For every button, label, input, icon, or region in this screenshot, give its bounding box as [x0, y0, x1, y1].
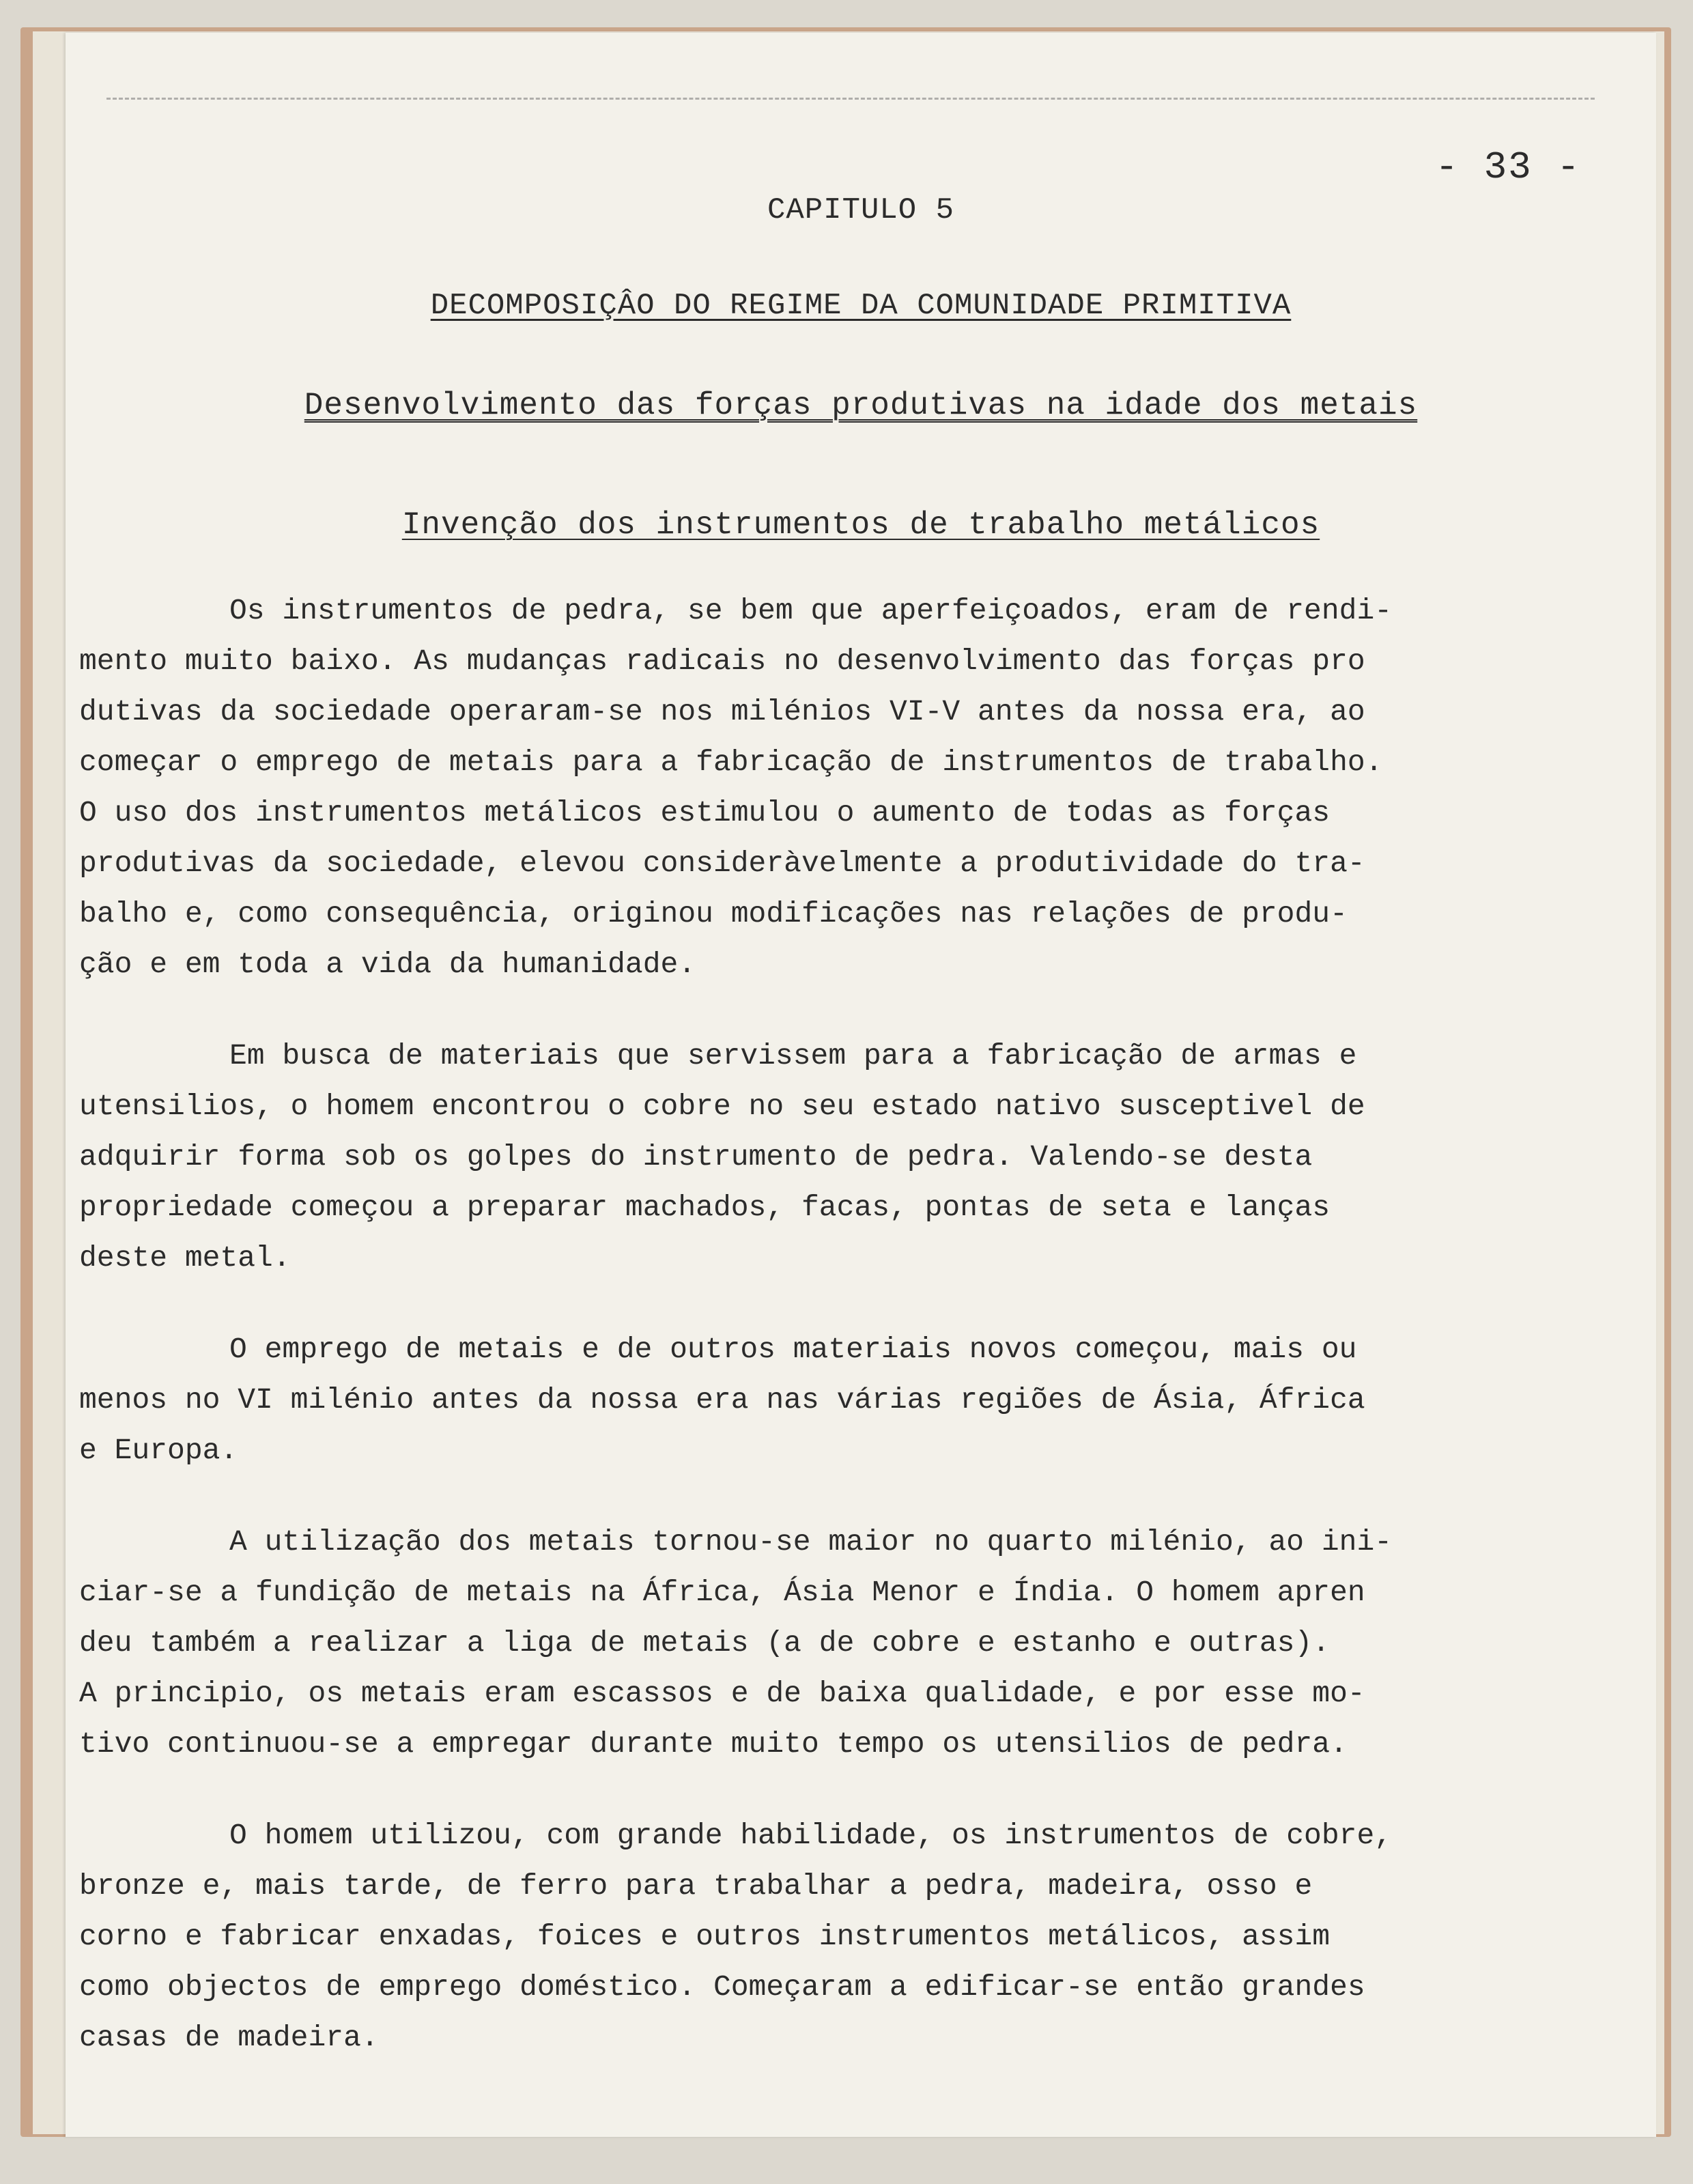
- document-page: [66, 33, 1656, 2137]
- paragraph: [79, 1811, 1608, 2063]
- text-line: O emprego de metais e de outros materiais novos começou, mais ou: [229, 1333, 1357, 1366]
- paragraph: [79, 1324, 1608, 1476]
- text-line: propriedade começou a preparar machados, facas, pontas de seta e lanças: [79, 1191, 1331, 1224]
- text-line: balho e, como consequência, originou modificações nas relações de produ-: [79, 897, 1348, 931]
- top-dashed-rule: [106, 98, 1595, 100]
- text-line: ção e em toda a vida da humanidade.: [79, 948, 696, 981]
- text-line: tivo continuou-se a empregar durante muito tempo os utensilios de pedra.: [79, 1727, 1348, 1761]
- text-line: deu também a realizar a liga de metais (a de cobre e estanho e outras).: [79, 1626, 1331, 1660]
- text-line: Em busca de materiais que servissem para a fabricação de armas e: [229, 1039, 1357, 1073]
- text-line: A principio, os metais eram escassos e de baixa qualidade, e por esse mo-: [79, 1677, 1365, 1710]
- text-line: adquirir forma sob os golpes do instrumento de pedra. Valendo-se desta: [79, 1140, 1313, 1174]
- text-line: corno e fabricar enxadas, foices e outros instrumentos metálicos, assim: [79, 1920, 1331, 1953]
- text-line: A utilização dos metais tornou-se maior no quarto milénio, ao ini-: [229, 1525, 1393, 1559]
- paragraph-gap: [79, 990, 1608, 1031]
- paragraph-gap: [79, 1284, 1608, 1324]
- text-line: bronze e, mais tarde, de ferro para trabalhar a pedra, madeira, osso e: [79, 1869, 1313, 1903]
- paragraph: [79, 586, 1608, 990]
- section-title: Desenvolvimento das forças produtivas na idade dos metais: [304, 388, 1418, 423]
- paragraph: [79, 1031, 1608, 1284]
- chapter-heading: CAPITULO 5: [767, 193, 955, 227]
- text-line: começar o emprego de metais para a fabricação de instrumentos de trabalho.: [79, 746, 1383, 779]
- text-line: dutivas da sociedade operaram-se nos milénios VI-V antes da nossa era, ao: [79, 695, 1365, 728]
- paragraph-gap: [79, 1770, 1608, 1811]
- text-line: O uso dos instrumentos metálicos estimulou o aumento de todas as forças: [79, 796, 1331, 829]
- text-line: mento muito baixo. As mudanças radicais no desenvolvimento das forças pro: [79, 644, 1365, 678]
- paragraph-gap: [79, 1476, 1608, 1517]
- part-title: DECOMPOSIÇÂO DO REGIME DA COMUNIDADE PRIMITIVA: [430, 289, 1292, 323]
- text-line: e Europa.: [79, 1434, 238, 1467]
- text-line: Os instrumentos de pedra, se bem que aperfeiçoados, eram de rendi-: [229, 594, 1393, 627]
- page-number: - 33 -: [1435, 145, 1581, 189]
- text-line: O homem utilizou, com grande habilidade, os instrumentos de cobre,: [229, 1819, 1393, 1852]
- text-line: menos no VI milénio antes da nossa era nas várias regiões de Ásia, África: [79, 1383, 1365, 1417]
- text-line: casas de madeira.: [79, 2021, 379, 2054]
- text-line: produtivas da sociedade, elevou consideràvelmente a produtividade do tra-: [79, 847, 1365, 880]
- text-line: deste metal.: [79, 1241, 291, 1275]
- paragraph: [79, 1517, 1608, 1770]
- body-text: [79, 586, 1608, 2063]
- subsection-title: Invenção dos instrumentos de trabalho metálicos: [401, 507, 1320, 543]
- text-line: como objectos de emprego doméstico. Começaram a edificar-se então grandes: [79, 1970, 1365, 2004]
- text-line: utensilios, o homem encontrou o cobre no seu estado nativo susceptivel de: [79, 1090, 1365, 1123]
- text-line: ciar-se a fundição de metais na África, Ásia Menor e Índia. O homem apren: [79, 1576, 1365, 1609]
